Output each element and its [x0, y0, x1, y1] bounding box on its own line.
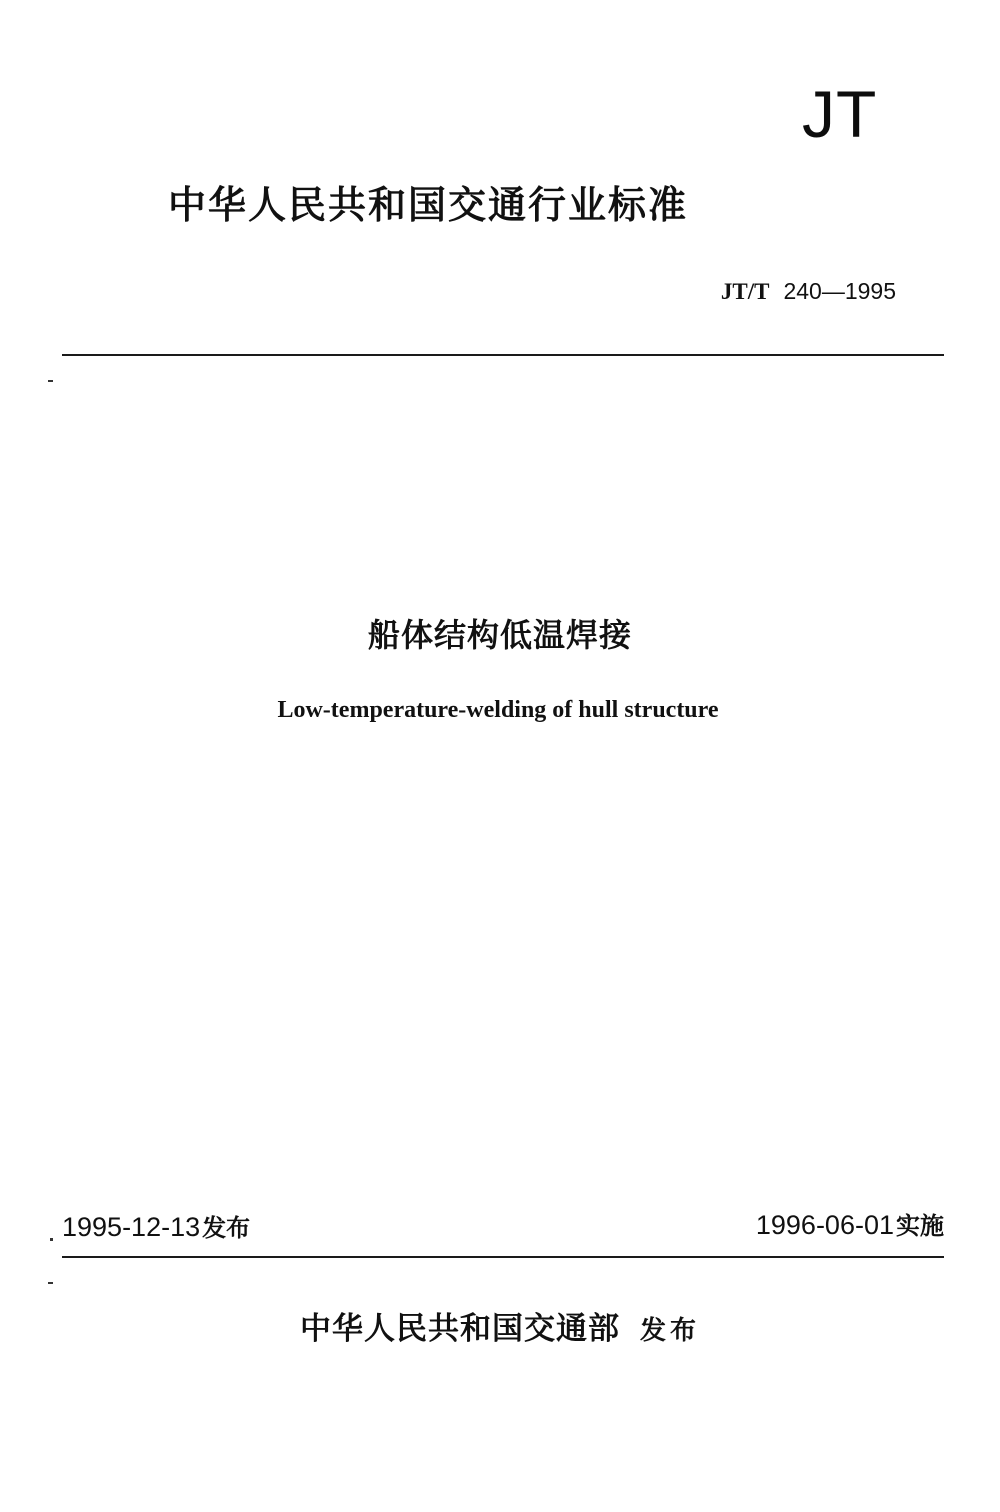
- effective-date-value: 1996-06-01: [755, 1210, 894, 1240]
- publisher-line: [0, 1308, 1000, 1352]
- issue-date-value: 1995-12-13: [62, 1212, 201, 1242]
- top-divider: [62, 354, 944, 356]
- effective-date: [756, 1208, 944, 1243]
- standard-code: JT/T: [720, 279, 770, 304]
- jt-logo: JT: [802, 77, 878, 151]
- scan-speck: [50, 1238, 53, 1241]
- issue-date-label: 发布: [202, 1214, 251, 1242]
- effective-date-label: 实施: [896, 1212, 944, 1240]
- standard-category-title: 中华人民共和国交通行业标准: [168, 182, 689, 227]
- document-title-cn: 船体结构低温焊接: [367, 616, 632, 654]
- issue-date: [62, 1210, 250, 1245]
- document-title-en: Low-temperature-welding of hull structure: [277, 697, 719, 723]
- scan-speck: [48, 380, 53, 382]
- bottom-divider: [62, 1256, 944, 1258]
- publisher-name: 中华人民共和国交通部: [299, 1311, 620, 1347]
- scan-speck: [48, 1282, 53, 1284]
- standard-number-value: 240—1995: [783, 278, 896, 304]
- standard-number: [721, 276, 896, 307]
- publisher-action: 发布: [639, 1316, 700, 1346]
